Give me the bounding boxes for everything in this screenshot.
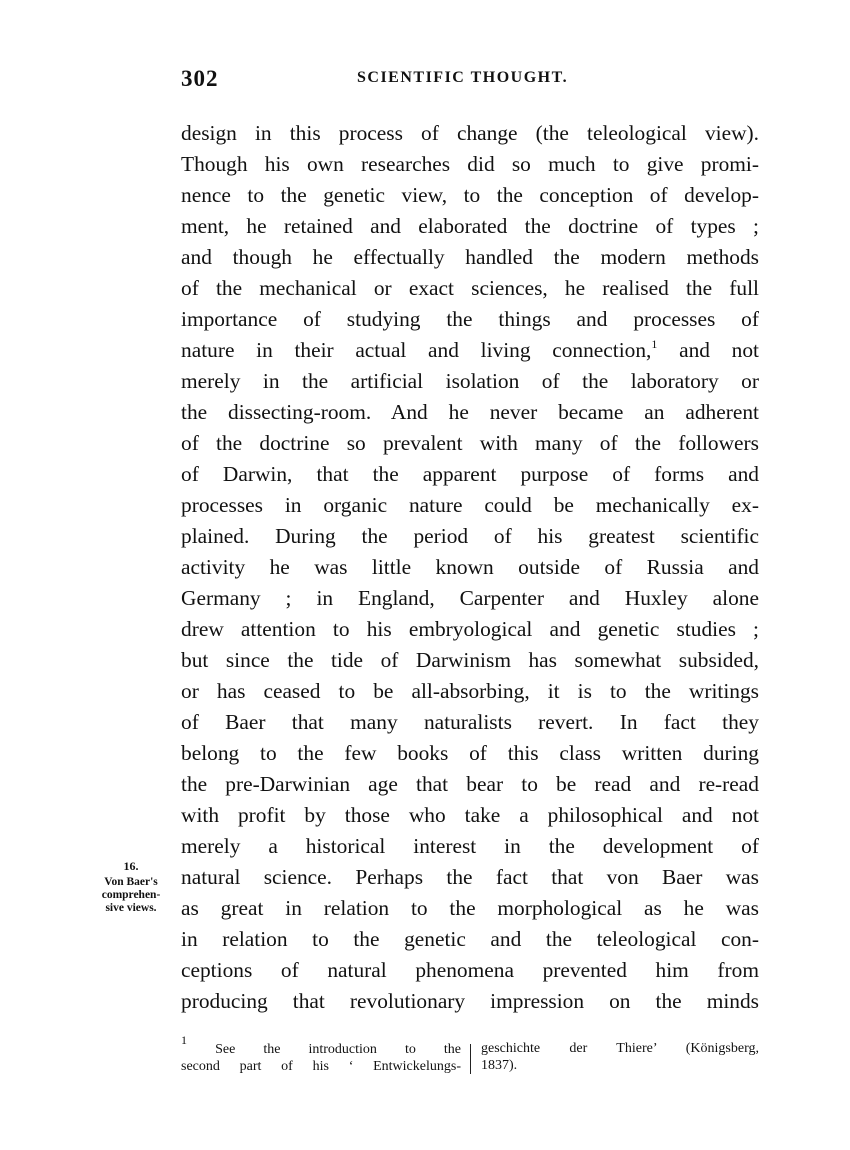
- text-line-part: and not: [657, 338, 759, 362]
- text-line: natural science. Perhaps the fact that von Baer was: [181, 865, 759, 889]
- section-number: 16.: [123, 859, 139, 873]
- text-line: producing that revolutionary impression on the minds: [181, 989, 759, 1013]
- footnote-right-column: [481, 1040, 759, 1074]
- footnote-line: 1837).: [481, 1058, 518, 1073]
- footnote-reference: 1: [651, 337, 658, 351]
- footnote-marker: 1: [181, 1033, 187, 1047]
- text-line: the pre-Darwinian age that bear to be read and re-read: [181, 772, 759, 796]
- body-text: [181, 118, 759, 1017]
- text-line: in relation to the genetic and the teleological con-: [181, 927, 759, 951]
- running-head: SCIENTIFIC THOUGHT.: [357, 69, 569, 86]
- text-line: Though his own researches did so much to give promi-: [181, 152, 759, 176]
- footnote-column-rule: [470, 1044, 471, 1074]
- marginal-line: comprehen-: [101, 889, 161, 901]
- text-line: and though he effectually handled the modern methods: [181, 245, 759, 269]
- text-line: belong to the few books of this class written during: [181, 741, 759, 765]
- text-line: of Baer that many naturalists revert. In fact they: [181, 710, 759, 734]
- text-line: processes in organic nature could be mechanically ex-: [181, 493, 759, 517]
- page-number: 302: [181, 66, 219, 91]
- footnote-text: See the introduction to the: [215, 1042, 462, 1057]
- marginal-line: Von Baer's: [104, 876, 158, 888]
- text-line: ceptions of natural phenomena prevented him from: [181, 958, 759, 982]
- text-line-part: nature in their actual and living connection,: [181, 338, 652, 362]
- text-line: but since the tide of Darwinism has somewhat subsided,: [181, 648, 759, 672]
- footnotes: [181, 1033, 759, 1080]
- text-line: or has ceased to be all-absorbing, it is to the writings: [181, 679, 759, 703]
- text-line: the dissecting-room. And he never became an adherent: [181, 400, 759, 424]
- text-line: merely in the artificial isolation of the laboratory or: [181, 369, 759, 393]
- marginal-note: [86, 860, 176, 915]
- text-line: ment, he retained and elaborated the doctrine of types ;: [181, 214, 759, 238]
- text-line: of Darwin, that the apparent purpose of forms and: [181, 462, 759, 486]
- footnote-line: second part of his ‘ Entwickelungs-: [181, 1059, 461, 1074]
- text-line: activity he was little known outside of Russia and: [181, 555, 759, 579]
- footnote-line: geschichte der Thiere’ (Königsberg,: [481, 1041, 759, 1056]
- text-line: Germany ; in England, Carpenter and Huxley alone: [181, 586, 759, 610]
- footnote-left-column: [181, 1033, 462, 1075]
- text-line: of the mechanical or exact sciences, he realised the full: [181, 276, 759, 300]
- marginal-line: sive views.: [105, 902, 157, 914]
- page-header: [181, 66, 759, 96]
- text-line: importance of studying the things and processes of: [181, 307, 759, 331]
- text-line: nence to the genetic view, to the conception of develop-: [181, 183, 759, 207]
- text-line: merely a historical interest in the development of: [181, 834, 759, 858]
- text-line: of the doctrine so prevalent with many of the followers: [181, 431, 759, 455]
- text-line: plained. During the period of his greatest scientific: [181, 524, 759, 548]
- footnote-line: [181, 1033, 462, 1058]
- text-line: drew attention to his embryological and genetic studies ;: [181, 617, 759, 641]
- text-line: with profit by those who take a philosophical and not: [181, 803, 759, 827]
- text-line: as great in relation to the morphological as he was: [181, 896, 759, 920]
- text-line-with-footnote: [181, 335, 759, 366]
- text-line: design in this process of change (the teleological view).: [181, 121, 759, 145]
